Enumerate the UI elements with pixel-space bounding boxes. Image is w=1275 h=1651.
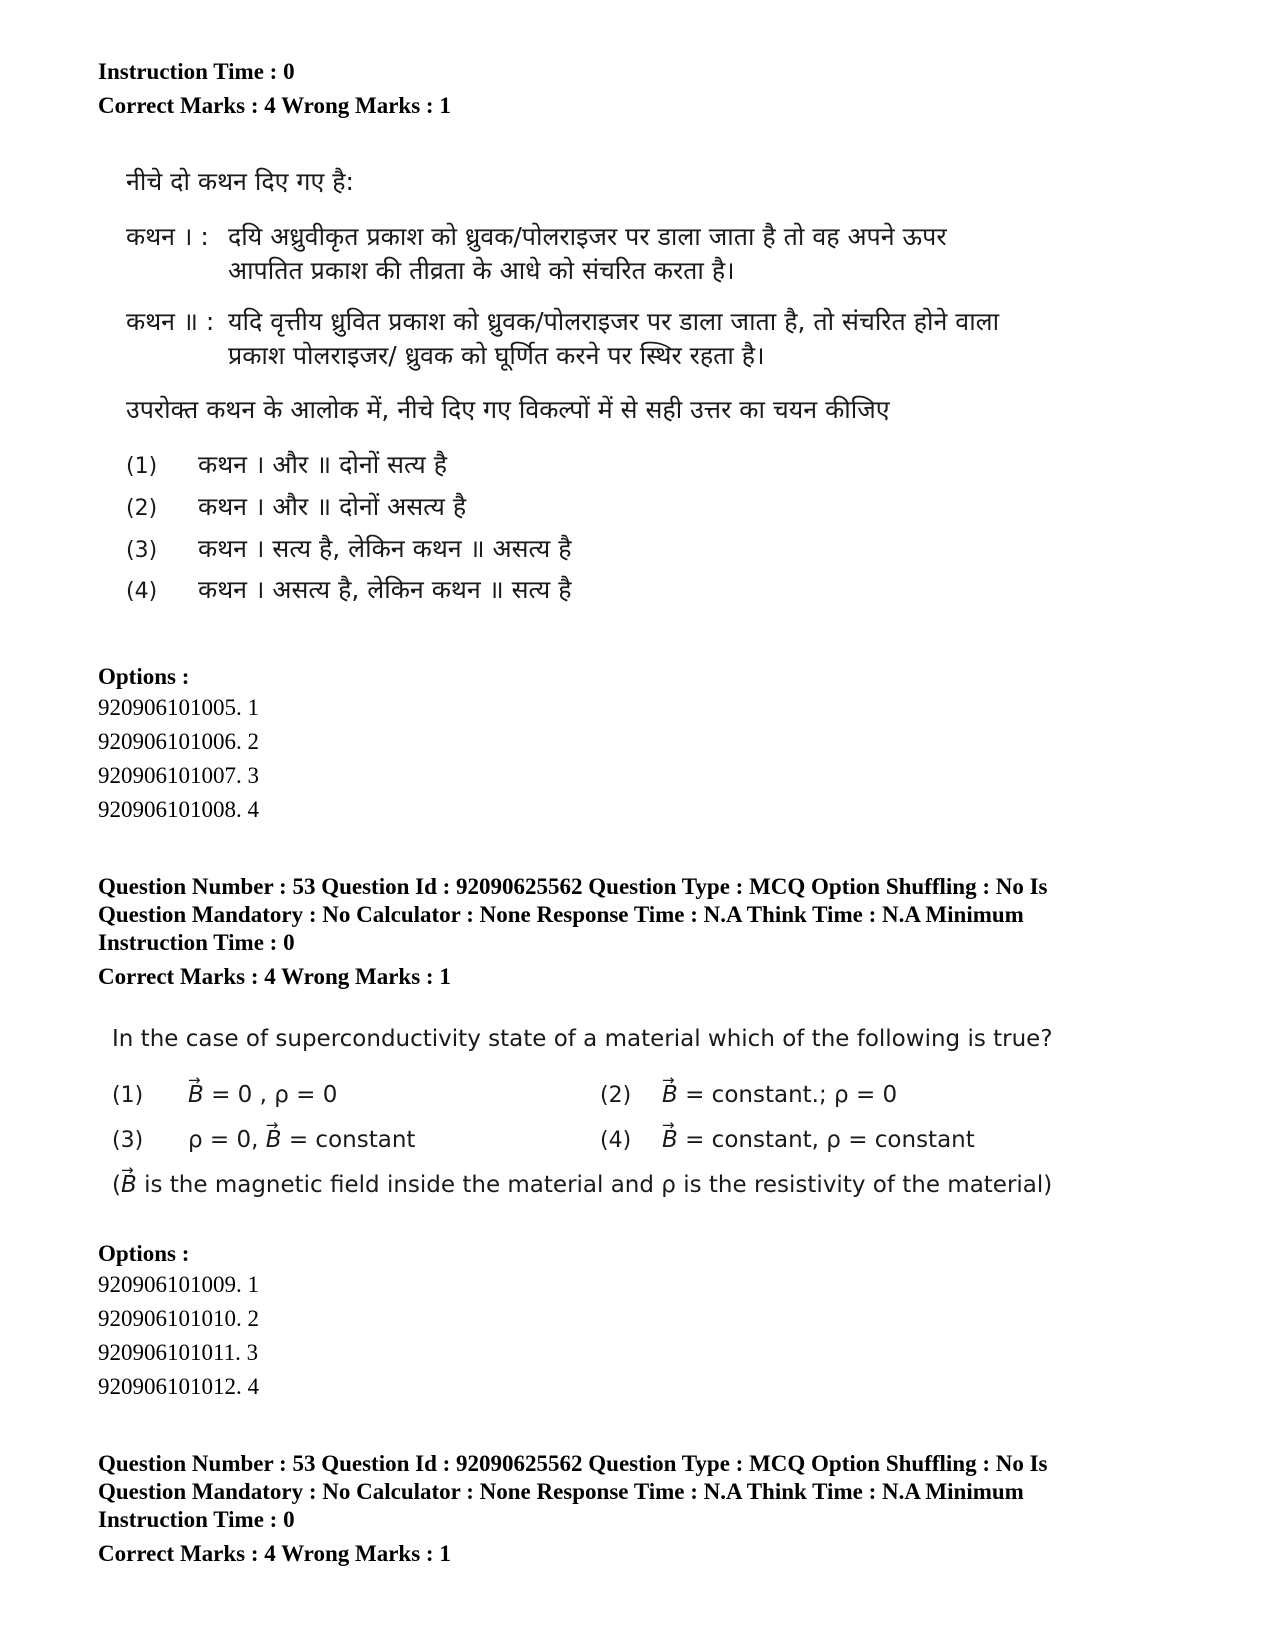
choice-number: (2) xyxy=(600,1083,632,1108)
q53-question-text: In the case of superconductivity state of a material which of the following is true? xyxy=(112,1026,1053,1052)
question-meta-line: Question Mandatory : No Calculator : None Response Time : N.A Think Time : N.A Minimum xyxy=(98,1479,1024,1504)
q53-choice xyxy=(112,1080,337,1111)
choice-number: (4) xyxy=(126,579,158,604)
note-open-paren: ( xyxy=(112,1172,121,1198)
magnetic-field-symbol: → B xyxy=(662,1080,678,1110)
instruction-time: Instruction Time : 0 xyxy=(98,930,295,955)
note-text: is the magnetic field inside the material and ρ is the resistivity of the material) xyxy=(136,1172,1053,1198)
magnetic-field-symbol: → B xyxy=(266,1125,282,1155)
q52-choice xyxy=(126,490,466,526)
magnetic-field-symbol: → B xyxy=(121,1170,137,1200)
marks-line: Correct Marks : 4 Wrong Marks : 1 xyxy=(98,1541,451,1566)
choice-number: (3) xyxy=(126,538,158,563)
choice-prefix: ρ = 0, xyxy=(188,1127,266,1153)
option-line: 920906101009. 1 xyxy=(98,1272,259,1297)
question-meta-line: Question Mandatory : No Calculator : None Response Time : N.A Think Time : N.A Minimum xyxy=(98,902,1024,927)
choice-number: (1) xyxy=(126,454,158,479)
option-line: 920906101010. 2 xyxy=(98,1306,259,1331)
marks-line: Correct Marks : 4 Wrong Marks : 1 xyxy=(98,93,451,118)
choice-number: (1) xyxy=(112,1083,144,1108)
choice-text: कथन । और ॥ दोनों सत्य है xyxy=(198,450,448,479)
magnetic-field-symbol: → B xyxy=(662,1125,678,1155)
instruction-time: Instruction Time : 0 xyxy=(98,1507,295,1532)
q52-statement-1-label: कथन । : xyxy=(126,222,209,251)
q52-prompt: उपरोक्त कथन के आलोक में, नीचे दिए गए विकल्पों में से सही उत्तर का चयन कीजिए xyxy=(126,395,890,424)
choice-text: = constant.; ρ = 0 xyxy=(677,1082,898,1108)
option-line: 920906101005. 1 xyxy=(98,695,259,720)
q53-choice xyxy=(112,1125,415,1156)
marks-line: Correct Marks : 4 Wrong Marks : 1 xyxy=(98,964,451,989)
question-meta-line: Question Number : 53 Question Id : 92090625562 Question Type : MCQ Option Shuffling : No Is xyxy=(98,874,1048,899)
choice-text: = constant, ρ = constant xyxy=(677,1127,975,1153)
choice-text: कथन । सत्य है, लेकिन कथन ॥ असत्य है xyxy=(198,534,572,563)
q52-statement-1-line2: आपतित प्रकाश की तीव्रता के आधे को संचरित करता है। xyxy=(228,256,735,285)
choice-number: (2) xyxy=(126,496,158,521)
option-line: 920906101007. 3 xyxy=(98,763,259,788)
instruction-time: Instruction Time : 0 xyxy=(98,59,295,84)
choice-text: = 0 , ρ = 0 xyxy=(203,1082,338,1108)
options-heading: Options : xyxy=(98,664,190,689)
q52-statement-2-line1: यदि वृत्तीय ध्रुवित प्रकाश को ध्रुवक/पोलराइजर पर डाला जाता है, तो संचरित होने वाला xyxy=(228,307,1000,336)
options-heading: Options : xyxy=(98,1241,190,1266)
choice-text: = constant xyxy=(281,1127,416,1153)
q53-choice xyxy=(600,1080,897,1111)
option-line: 920906101012. 4 xyxy=(98,1374,259,1399)
choice-text: कथन । और ॥ दोनों असत्य है xyxy=(198,492,467,521)
option-line: 920906101008. 4 xyxy=(98,797,259,822)
q52-statement-2-line2: प्रकाश पोलराइजर/ ध्रुवक को घूर्णित करने पर स्थिर रहता है। xyxy=(228,341,765,370)
q52-choice xyxy=(126,532,572,568)
option-line: 920906101011. 3 xyxy=(98,1340,259,1365)
question-meta-line: Question Number : 53 Question Id : 92090625562 Question Type : MCQ Option Shuffling : No Is xyxy=(98,1451,1048,1476)
option-line: 920906101006. 2 xyxy=(98,729,259,754)
q52-statement-1-line1: दयि अध्रुवीकृत प्रकाश को ध्रुवक/पोलराइजर पर डाला जाता है तो वह अपने ऊपर xyxy=(228,222,947,251)
q53-note xyxy=(112,1170,1052,1200)
q53-choice xyxy=(600,1125,975,1156)
q52-choice xyxy=(126,448,447,484)
q52-choice xyxy=(126,573,572,609)
choice-number: (4) xyxy=(600,1128,632,1153)
q52-intro: नीचे दो कथन दिए गए है: xyxy=(126,167,354,196)
choice-text: कथन । असत्य है, लेकिन कथन ॥ सत्य है xyxy=(198,575,572,604)
q52-statement-2-label: कथन ॥ : xyxy=(126,307,215,336)
magnetic-field-symbol: → B xyxy=(188,1080,204,1110)
choice-number: (3) xyxy=(112,1128,144,1153)
